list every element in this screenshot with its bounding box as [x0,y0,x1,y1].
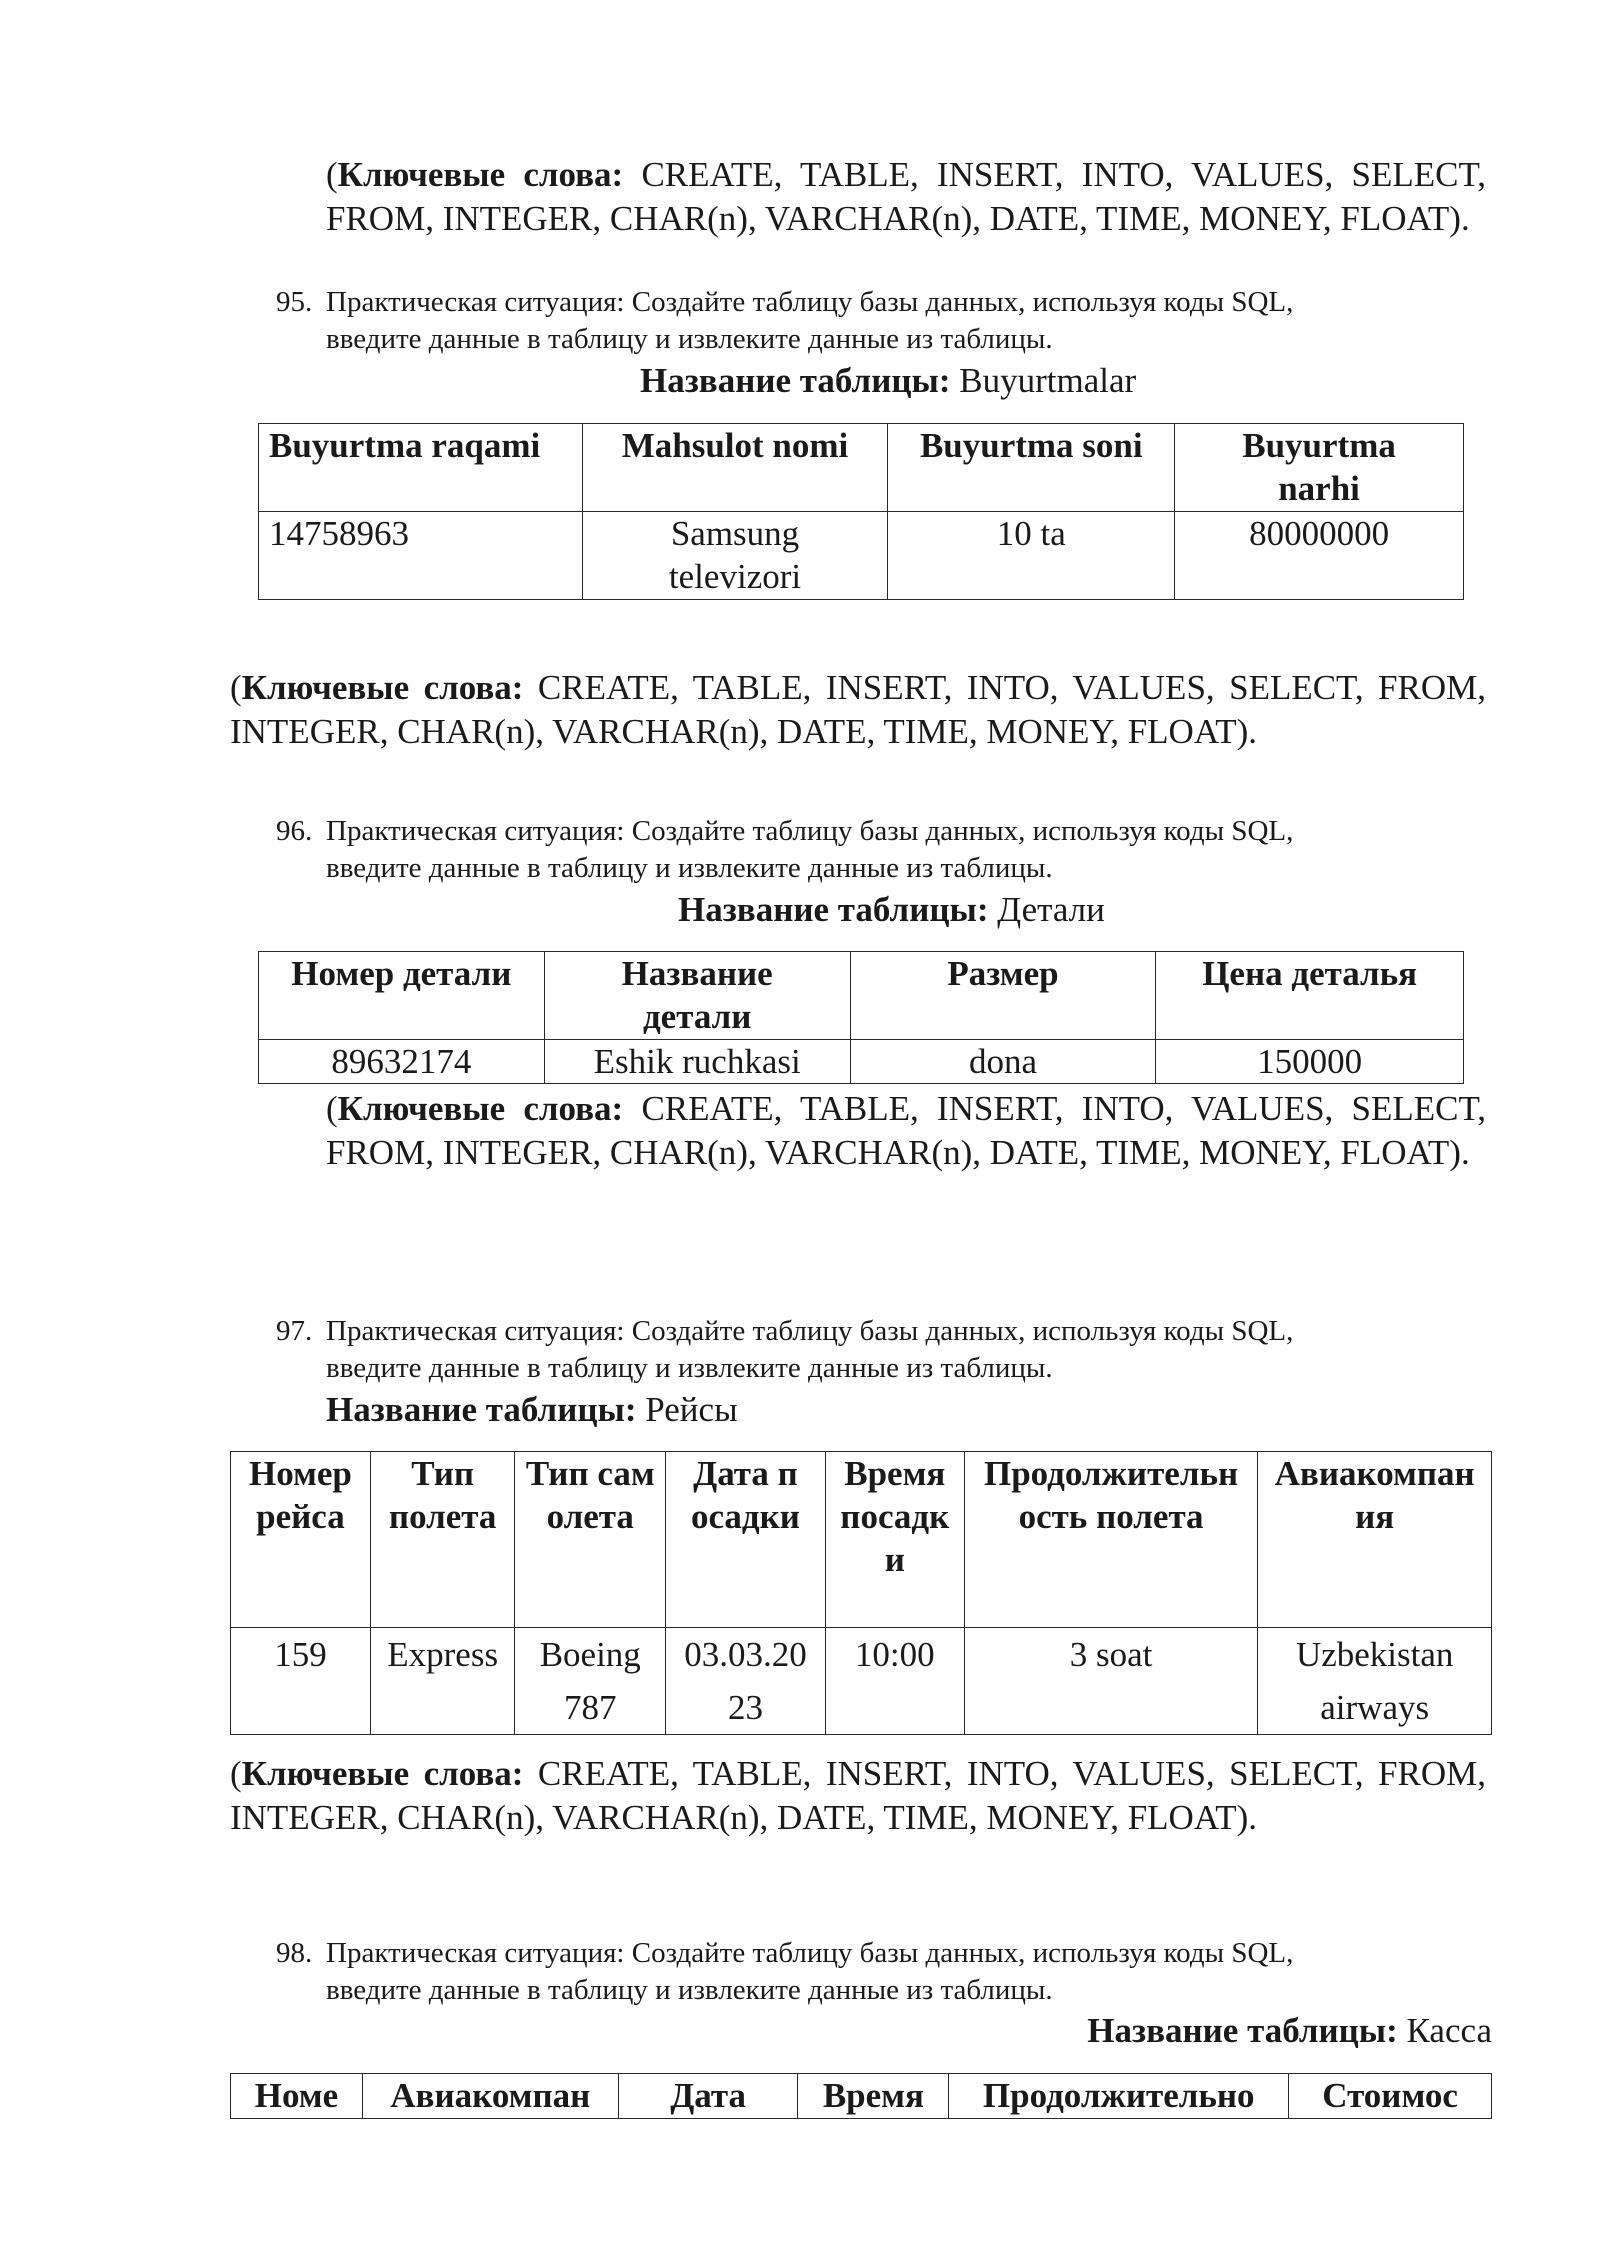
flights-table [230,1451,1492,1735]
task-text: Практическая ситуация: Создайте таблицу базы данных, используя коды SQL, [326,815,1294,847]
table-cell: Uzbekistan airways [1258,1628,1492,1735]
header-cell: Buyurtma soni [888,424,1175,512]
table-cell: 14758963 [259,512,583,600]
table-title [640,359,1136,402]
keywords-list: CREATE, TABLE, INSERT, INTO, VALUES, SELECT, FROM, INTEGER, CHAR(n), VARCHAR(n), DATE, TIME, MONEY, FLOAT). [326,1089,1486,1172]
header-cell: Стоимос [1289,2074,1492,2119]
header-cell: Продолжительно [949,2074,1289,2119]
table-title-label: Название таблицы: [640,361,951,400]
header-cell: Номер детали [259,952,545,1040]
header-cell: Дата [618,2074,798,2119]
keywords-list: CREATE, TABLE, INSERT, INTO, VALUES, SELECT, FROM, INTEGER, CHAR(n), VARCHAR(n), DATE, TIME, MONEY, FLOAT). [326,155,1486,238]
task-text: введите данные в таблицу и извлеките данные из таблицы. [326,323,1053,355]
details-table [258,951,1464,1084]
table-cell: 159 [231,1628,371,1735]
table-cell: 3 soat [964,1628,1258,1735]
table-cell: 03.03.2023 [666,1628,826,1735]
table-cell: Express [370,1628,515,1735]
keywords-note: (Ключевые слова: CREATE, TABLE, INSERT, INTO, VALUES, SELECT, FROM, INTEGER, CHAR(n), VARCHAR(n), DATE, TIME, MONEY, FLOAT). [326,1089,1486,1172]
task-number: 98. [276,1937,313,1969]
table-title-label: Название таблицы: [326,1390,637,1429]
header-cell: Buyurtma raqami [259,424,583,512]
keywords-note: (Ключевые слова: CREATE, TABLE, INSERT, INTO, VALUES, SELECT, FROM, INTEGER, CHAR(n), VARCHAR(n), DATE, TIME, MONEY, FLOAT). [230,1754,1486,1837]
header-cell: Авиакомпания [1258,1452,1492,1628]
header-cell: Название детали [544,952,850,1040]
header-cell: Buyurtma narhi [1175,424,1464,512]
header-cell: Размер [850,952,1156,1040]
table-cell: 80000000 [1175,512,1464,600]
table-row [259,512,1464,600]
task-text: Практическая ситуация: Создайте таблицу базы данных, используя коды SQL, [326,1315,1294,1347]
table-title-label: Название таблицы: [678,890,989,929]
table-title [1087,2009,1492,2052]
table-name: Касса [1406,2011,1492,2050]
orders-table [258,423,1464,600]
keywords-note: (Ключевые слова: CREATE, TABLE, INSERT, INTO, VALUES, SELECT, FROM, INTEGER, CHAR(n), VARCHAR(n), DATE, TIME, MONEY, FLOAT). [326,155,1486,238]
header-cell: Авиакомпан [362,2074,618,2119]
task-number: 95. [276,286,313,318]
header-cell: Дата посадки [666,1452,826,1628]
keywords-list: CREATE, TABLE, INSERT, INTO, VALUES, SELECT, FROM, INTEGER, CHAR(n), VARCHAR(n), DATE, TIME, MONEY, FLOAT). [230,1754,1486,1837]
task-97 [276,1313,1476,1387]
table-header-row [259,424,1464,512]
task-98 [276,1935,1476,2009]
table-row [259,1040,1464,1084]
table-cell: 10 ta [888,512,1175,600]
table-header-row [231,1452,1492,1628]
header-cell: Тип полета [370,1452,515,1628]
table-name: Buyurtmalar [959,361,1137,400]
header-cell: Тип самолета [515,1452,666,1628]
task-96 [276,813,1476,887]
table-cell: 150000 [1156,1040,1464,1084]
table-header-row [231,2074,1492,2119]
table-row [231,1628,1492,1735]
cashier-table [230,2073,1492,2119]
task-text: введите данные в таблицу и извлеките данные из таблицы. [326,852,1053,884]
table-header-row [259,952,1464,1040]
header-cell: Время [798,2074,949,2119]
keywords-label: Ключевые слова: [337,155,624,194]
keywords-note: (Ключевые слова: CREATE, TABLE, INSERT, INTO, VALUES, SELECT, FROM, INTEGER, CHAR(n), VARCHAR(n), DATE, TIME, MONEY, FLOAT). [230,668,1486,751]
header-cell: Продолжительность полета [964,1452,1258,1628]
table-name: Детали [997,890,1105,929]
table-cell: Boeing 787 [515,1628,666,1735]
task-text: введите данные в таблицу и извлеките данные из таблицы. [326,1974,1053,2006]
task-text: Практическая ситуация: Создайте таблицу базы данных, используя коды SQL, [326,1937,1294,1969]
header-cell: Mahsulot nomi [582,424,888,512]
header-cell: Номе [231,2074,363,2119]
table-title-label: Название таблицы: [1087,2011,1398,2050]
header-cell: Время посадки [825,1452,964,1628]
table-cell: 89632174 [259,1040,545,1084]
table-cell: 10:00 [825,1628,964,1735]
keywords-label: Ключевые слова: [241,668,524,707]
table-cell: Samsung televizori [582,512,888,600]
header-cell: Номер рейса [231,1452,371,1628]
task-number: 96. [276,815,313,847]
table-name: Рейсы [645,1390,738,1429]
task-text: введите данные в таблицу и извлеките данные из таблицы. [326,1352,1053,1384]
table-title [678,888,1105,931]
keywords-label: Ключевые слова: [241,1754,524,1793]
table-title [326,1388,738,1431]
task-text: Практическая ситуация: Создайте таблицу базы данных, используя коды SQL, [326,286,1294,318]
task-95 [276,284,1476,358]
table-cell: Eshik ruchkasi [544,1040,850,1084]
keywords-list: CREATE, TABLE, INSERT, INTO, VALUES, SELECT, FROM, INTEGER, CHAR(n), VARCHAR(n), DATE, TIME, MONEY, FLOAT). [230,668,1486,751]
task-number: 97. [276,1315,313,1347]
header-cell: Цена деталья [1156,952,1464,1040]
keywords-label: Ключевые слова: [337,1089,624,1128]
table-cell: dona [850,1040,1156,1084]
